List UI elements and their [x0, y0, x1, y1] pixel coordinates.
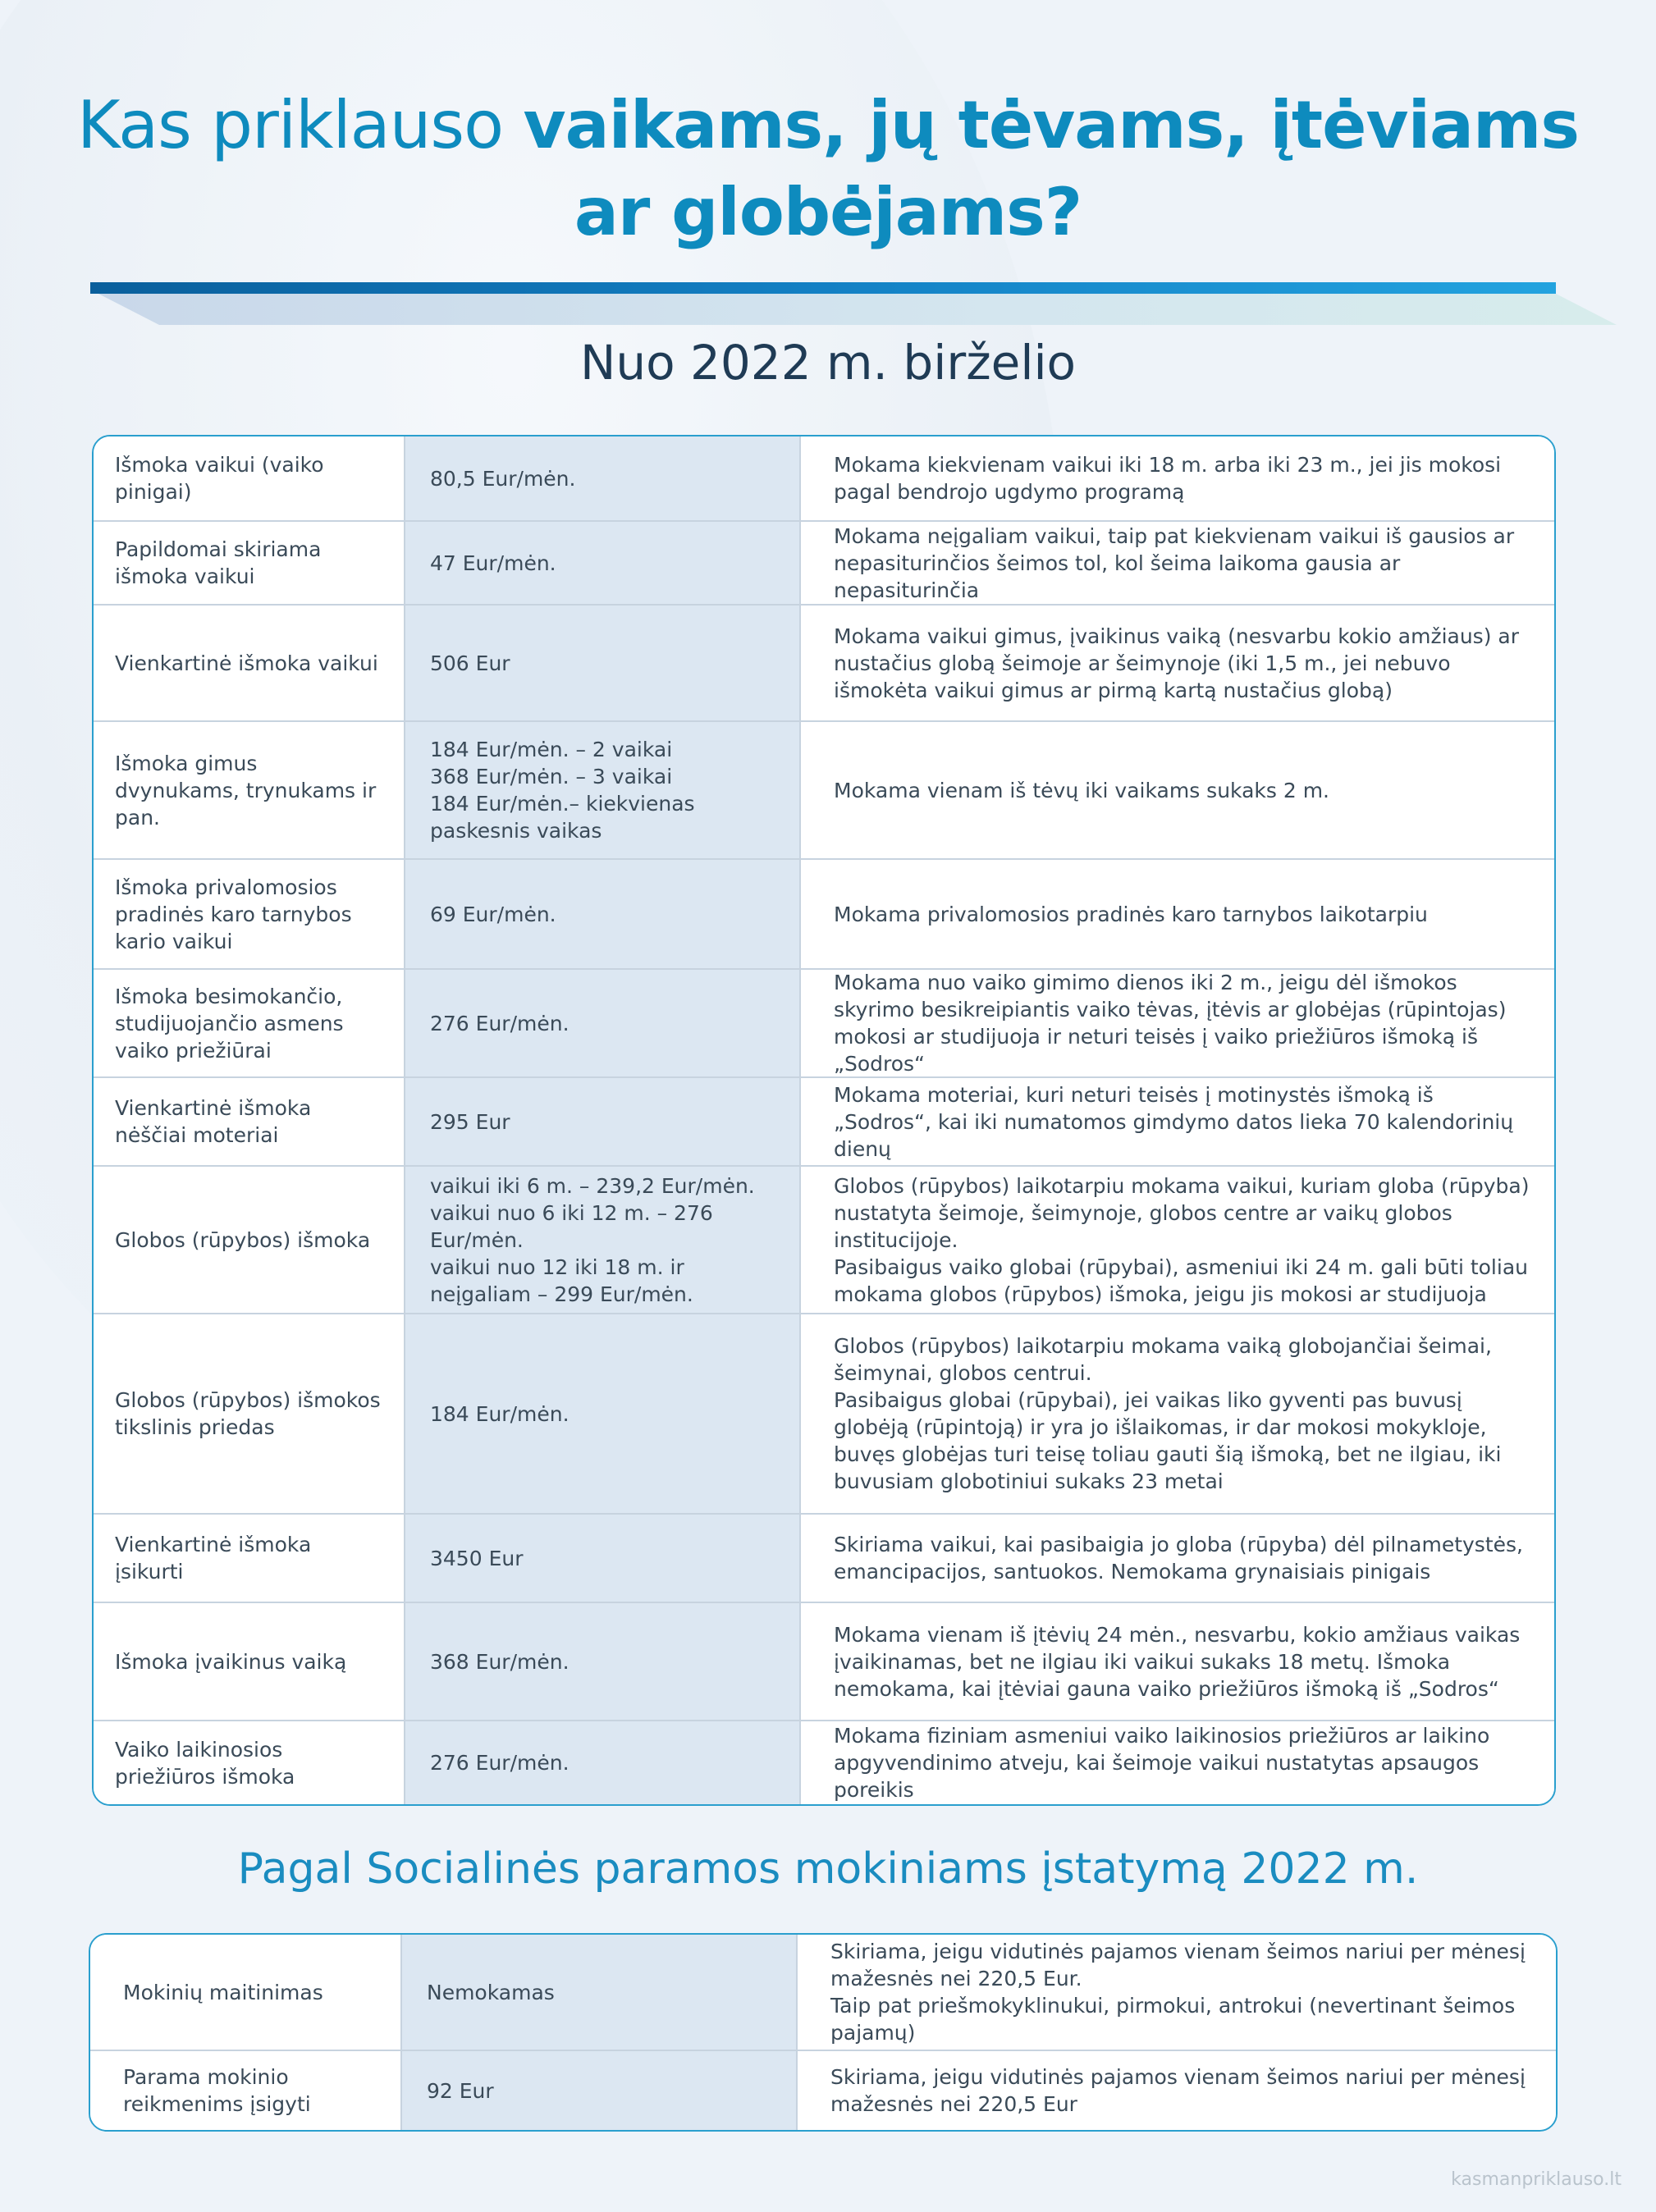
underline-shadow	[98, 294, 1617, 325]
table-row	[94, 970, 1554, 1078]
table-row	[94, 1167, 1554, 1314]
benefit-amount: 276 Eur/mėn.	[404, 970, 801, 1076]
benefit-description: Skiriama vaikui, kai pasibaigia jo globa (rūpyba) dėl pilnametystės, emancipacijos, santuokos. Nemokama grynaisiais pinigais	[801, 1515, 1554, 1602]
benefit-name: Išmoka įvaikinus vaiką	[94, 1603, 404, 1720]
support-amount: Nemokamas	[400, 1935, 798, 2050]
benefit-amount: vaikui iki 6 m. – 239,2 Eur/mėn. vaikui nuo 6 iki 12 m. – 276 Eur/mėn. vaikui nuo 12 iki 18 m. ir neįgaliam – 299 Eur/mėn.	[404, 1167, 801, 1313]
title-light: Kas priklauso	[77, 87, 524, 163]
table-row	[94, 522, 1554, 606]
benefit-amount: 506 Eur	[404, 606, 801, 720]
table-row	[94, 436, 1554, 522]
table-row	[94, 1721, 1554, 1804]
benefit-amount: 184 Eur/mėn. – 2 vaikai 368 Eur/mėn. – 3 vaikai 184 Eur/mėn.– kiekvienas paskesnis vaikas	[404, 722, 801, 858]
benefit-description: Mokama vienam iš tėvų iki vaikams sukaks 2 m.	[801, 722, 1554, 858]
section-subtitle-2: Pagal Socialinės paramos mokiniams įstatymą 2022 m.	[237, 1844, 1419, 1894]
benefit-name: Vienkartinė išmoka vaikui	[94, 606, 404, 720]
benefit-description: Mokama nuo vaiko gimimo dienos iki 2 m., jeigu dėl išmokos skyrimo besikreipiantis vaiko tėvas, įtėvis ar globėjas (rūpintojas) mokosi ar studijuoja ir neturi teisės į vaiko priežiūros išmoką iš „Sodros“	[801, 970, 1554, 1076]
table-row	[94, 722, 1554, 860]
benefit-name: Vienkartinė išmoka įsikurti	[94, 1515, 404, 1602]
benefit-amount: 368 Eur/mėn.	[404, 1603, 801, 1720]
support-name: Parama mokinio reikmenims įsigyti	[90, 2051, 400, 2130]
benefit-description: Mokama vaikui gimus, įvaikinus vaiką (nesvarbu kokio amžiaus) ar nustačius globą šeimoje ar šeimynoje (iki 1,5 m., jei nebuvo išmokėta vaikui gimus ar pirmą kartą nustačius globą)	[801, 606, 1554, 720]
table-row	[94, 860, 1554, 970]
student-support-table	[89, 1933, 1558, 2132]
footer-site: kasmanpriklauso.lt	[1451, 2169, 1622, 2190]
section-subtitle: Nuo 2022 m. birželio	[579, 335, 1077, 391]
table-row	[94, 1078, 1554, 1167]
table-row	[94, 1603, 1554, 1721]
benefit-amount: 69 Eur/mėn.	[404, 860, 801, 968]
benefit-name: Išmoka privalomosios pradinės karo tarnybos kario vaikui	[94, 860, 404, 968]
title-bold-1: vaikams, jų tėvams, įtėviams	[523, 87, 1579, 163]
benefit-amount: 47 Eur/mėn.	[404, 522, 801, 604]
benefit-amount: 3450 Eur	[404, 1515, 801, 1602]
page-title	[49, 82, 1607, 256]
benefit-description: Globos (rūpybos) laikotarpiu mokama vaiką globojančiai šeimai, šeimynai, globos centrui. Pasibaigus globai (rūpybai), jei vaikas liko gyventi pas buvusį globėją (rūpintoją) ir yra jo išlaikomas, ir dar mokosi mokykloje, buvęs globėjas turi teisę toliau gauti šią išmoką, bet ne ilgiau, iki buvusiam globotiniui sukaks 23 metai	[801, 1314, 1554, 1513]
benefit-amount: 295 Eur	[404, 1078, 801, 1165]
title-bold-2: ar globėjams?	[574, 174, 1082, 250]
benefit-description: Globos (rūpybos) laikotarpiu mokama vaikui, kuriam globa (rūpyba) nustatyta šeimoje, šeimynoje, globos centre ar vaikų globos institucijoje. Pasibaigus vaiko globai (rūpybai), asmeniui iki 24 m. gali būti toliau mokama globos (rūpybos) išmoka, jeigu jis mokosi ar studijuoja	[801, 1167, 1554, 1313]
support-amount: 92 Eur	[400, 2051, 798, 2130]
benefit-name: Išmoka gimus dvynukams, trynukams ir pan.	[94, 722, 404, 858]
table-row	[94, 1314, 1554, 1515]
benefit-amount: 276 Eur/mėn.	[404, 1721, 801, 1804]
title-underline	[90, 279, 1617, 328]
benefit-description: Mokama moteriai, kuri neturi teisės į motinystės išmoką iš „Sodros“, kai iki numatomos gimdymo datos lieka 70 kalendorinių dienų	[801, 1078, 1554, 1165]
benefit-name: Išmoka besimokančio, studijuojančio asmens vaiko priežiūrai	[94, 970, 404, 1076]
table-row	[90, 1935, 1556, 2051]
benefit-description: Mokama vienam iš įtėvių 24 mėn., nesvarbu, kokio amžiaus vaikas įvaikinamas, bet ne ilgiau iki vaikui sukaks 18 metų. Išmoka nemokama, kai įtėviai gauna vaiko priežiūros išmoką iš „Sodros“	[801, 1603, 1554, 1720]
benefit-name: Globos (rūpybos) išmoka	[94, 1167, 404, 1313]
underline-bar	[90, 282, 1556, 294]
benefit-name: Papildomai skiriama išmoka vaikui	[94, 522, 404, 604]
benefit-description: Mokama neįgaliam vaikui, taip pat kiekvienam vaikui iš gausios ar nepasiturinčios šeimos tol, kol šeima laikoma gausia ar nepasiturinčia	[801, 522, 1554, 604]
benefits-table	[92, 435, 1556, 1806]
table-row	[94, 1515, 1554, 1603]
table-row	[94, 606, 1554, 722]
benefit-name: Vaiko laikinosios priežiūros išmoka	[94, 1721, 404, 1804]
benefit-name: Išmoka vaikui (vaiko pinigai)	[94, 436, 404, 520]
benefit-description: Mokama privalomosios pradinės karo tarnybos laikotarpiu	[801, 860, 1554, 968]
benefit-description: Mokama fiziniam asmeniui vaiko laikinosios priežiūros ar laikino apgyvendinimo atveju, kai šeimoje vaikui nustatytas apsaugos poreikis	[801, 1721, 1554, 1804]
benefit-amount: 80,5 Eur/mėn.	[404, 436, 801, 520]
benefit-amount: 184 Eur/mėn.	[404, 1314, 801, 1513]
benefit-name: Globos (rūpybos) išmokos tikslinis priedas	[94, 1314, 404, 1513]
benefit-description: Mokama kiekvienam vaikui iki 18 m. arba iki 23 m., jei jis mokosi pagal bendrojo ugdymo programą	[801, 436, 1554, 520]
support-description: Skiriama, jeigu vidutinės pajamos vienam šeimos nariui per mėnesį mažesnės nei 220,5 Eur	[798, 2051, 1556, 2130]
benefit-name: Vienkartinė išmoka nėščiai moteriai	[94, 1078, 404, 1165]
support-description: Skiriama, jeigu vidutinės pajamos vienam šeimos nariui per mėnesį mažesnės nei 220,5 Eur. Taip pat priešmokyklinukui, pirmokui, antrokui (nevertinant šeimos pajamų)	[798, 1935, 1556, 2050]
support-name: Mokinių maitinimas	[90, 1935, 400, 2050]
table-row	[90, 2051, 1556, 2130]
